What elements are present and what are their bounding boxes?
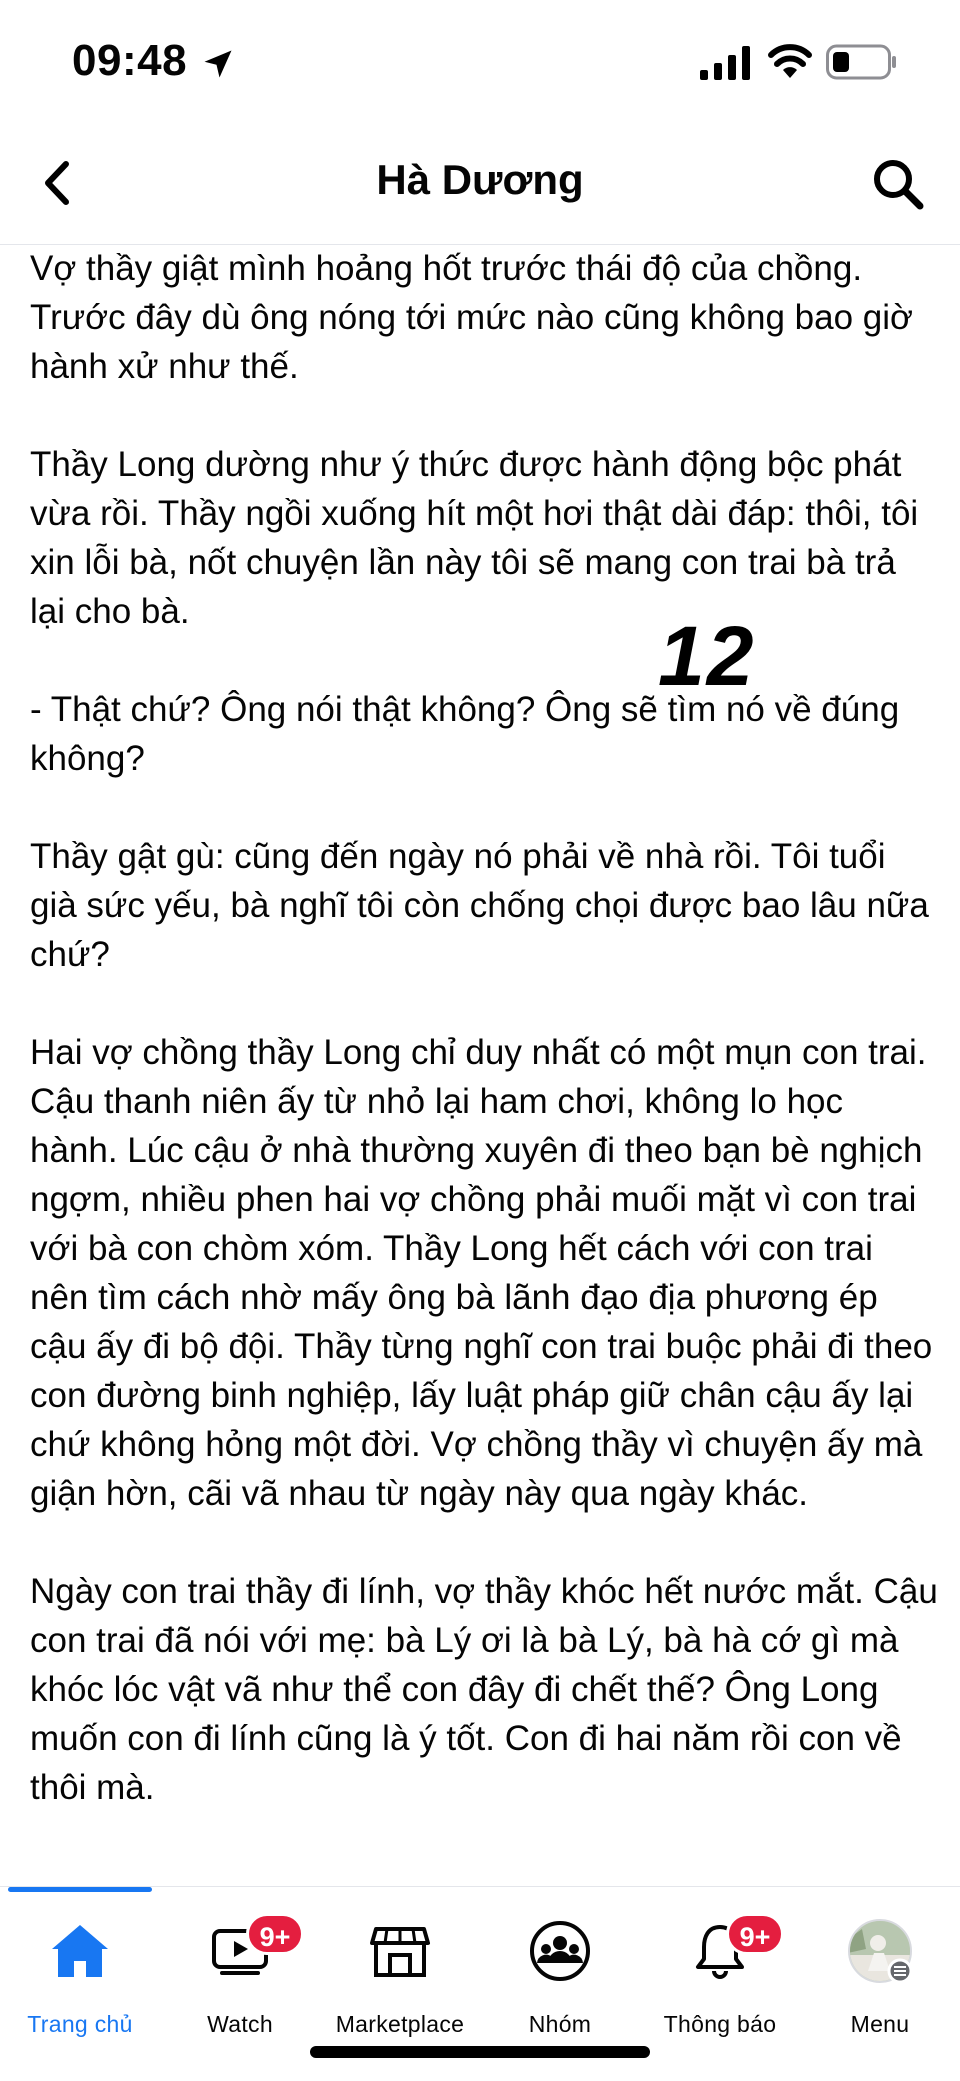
post-content: [30, 244, 940, 1884]
home-indicator: [310, 2046, 650, 2058]
location-arrow-icon: [200, 46, 236, 82]
tab-label: Watch: [207, 2011, 273, 2037]
tab-marketplace[interactable]: [320, 1907, 480, 2037]
cellular-signal-icon: [700, 46, 752, 80]
tab-watch[interactable]: [160, 1907, 320, 2037]
notification-badge: 9+: [246, 1913, 304, 1955]
tab-label: Trang chủ: [27, 2011, 133, 2037]
profile-avatar-icon: [848, 1919, 912, 1983]
active-tab-indicator: [8, 1887, 152, 1892]
tab-label: Marketplace: [335, 2011, 465, 2037]
tab-groups[interactable]: [480, 1907, 640, 2037]
story-paragraph: - Thật chứ? Ông nói thật không? Ông sẽ tìm nó về đúng không?: [30, 690, 900, 778]
story-paragraph: Thầy gật gù: cũng đến ngày nó phải về nhà rồi. Tôi tuổi già sức yếu, bà nghĩ tôi còn chống chọi được bao lâu nữa chứ?: [30, 837, 929, 974]
tab-home[interactable]: [0, 1907, 160, 2037]
page-header: [0, 120, 960, 245]
home-icon: [48, 1919, 112, 1983]
tab-label: Menu: [850, 2011, 910, 2037]
story-paragraph: Vợ thầy giật mình hoảng hốt trước thái độ của chồng. Trước đây dù ông nóng tới mức nào cũng không bao giờ hành xử như thế.: [30, 249, 913, 386]
tab-label: Nhóm: [528, 2011, 592, 2037]
tab-menu[interactable]: [800, 1907, 960, 2037]
status-time: 09:48: [72, 36, 188, 85]
search-icon[interactable]: [870, 156, 926, 212]
battery-icon: [826, 44, 898, 80]
part-number-overlay: 12: [658, 609, 756, 703]
tab-notifications[interactable]: [640, 1907, 800, 2037]
wifi-icon: [768, 42, 812, 80]
story-paragraph: Thầy Long dường như ý thức được hành động bộc phát vừa rồi. Thầy ngồi xuống hít một hơi thật dài đáp: thôi, tôi xin lỗi bà, nốt chuyện lần này tôi sẽ mang con trai bà trả lại cho bà.: [30, 445, 919, 631]
shop-icon: [368, 1919, 432, 1983]
notification-badge: 9+: [726, 1913, 784, 1955]
tab-label: Thông báo: [663, 2011, 777, 2037]
groups-icon: [528, 1919, 592, 1983]
page-title: Hà Dương: [376, 156, 584, 203]
story-paragraph: Hai vợ chồng thầy Long chỉ duy nhất có một mụn con trai. Cậu thanh niên ấy từ nhỏ lại ham chơi, không lo học hành. Lúc cậu ở nhà thường xuyên đi theo bạn bè nghịch ngợm, nhiều phen hai vợ chồng phải muối mặt vì con trai với bà con chòm xóm. Thầy Long hết cách với con trai nên tìm cách nhờ mấy ông bà lãnh đạo địa phương ép cậu ấy đi bộ đội. Thầy từng nghĩ con trai buộc phải đi theo con đường binh nghiệp, lấy luật pháp giữ chân cậu ấy lại chứ không hỏng một đời. Vợ chồng thầy vì chuyện ấy mà giận hờn, cãi vã nhau từ ngày này qua ngày khác.: [30, 1033, 933, 1513]
story-paragraph: Ngày con trai thầy đi lính, vợ thầy khóc hết nước mắt. Cậu con trai đã nói với mẹ: bà Lý ơi là bà Lý, bà hà cớ gì mà khóc lóc vật vã như thể con đây đi chết thế? Ông Long muốn con đi lính cũng là ý tốt. Con đi hai năm rồi con về thôi mà.: [30, 1572, 938, 1807]
status-bar: [0, 0, 960, 120]
